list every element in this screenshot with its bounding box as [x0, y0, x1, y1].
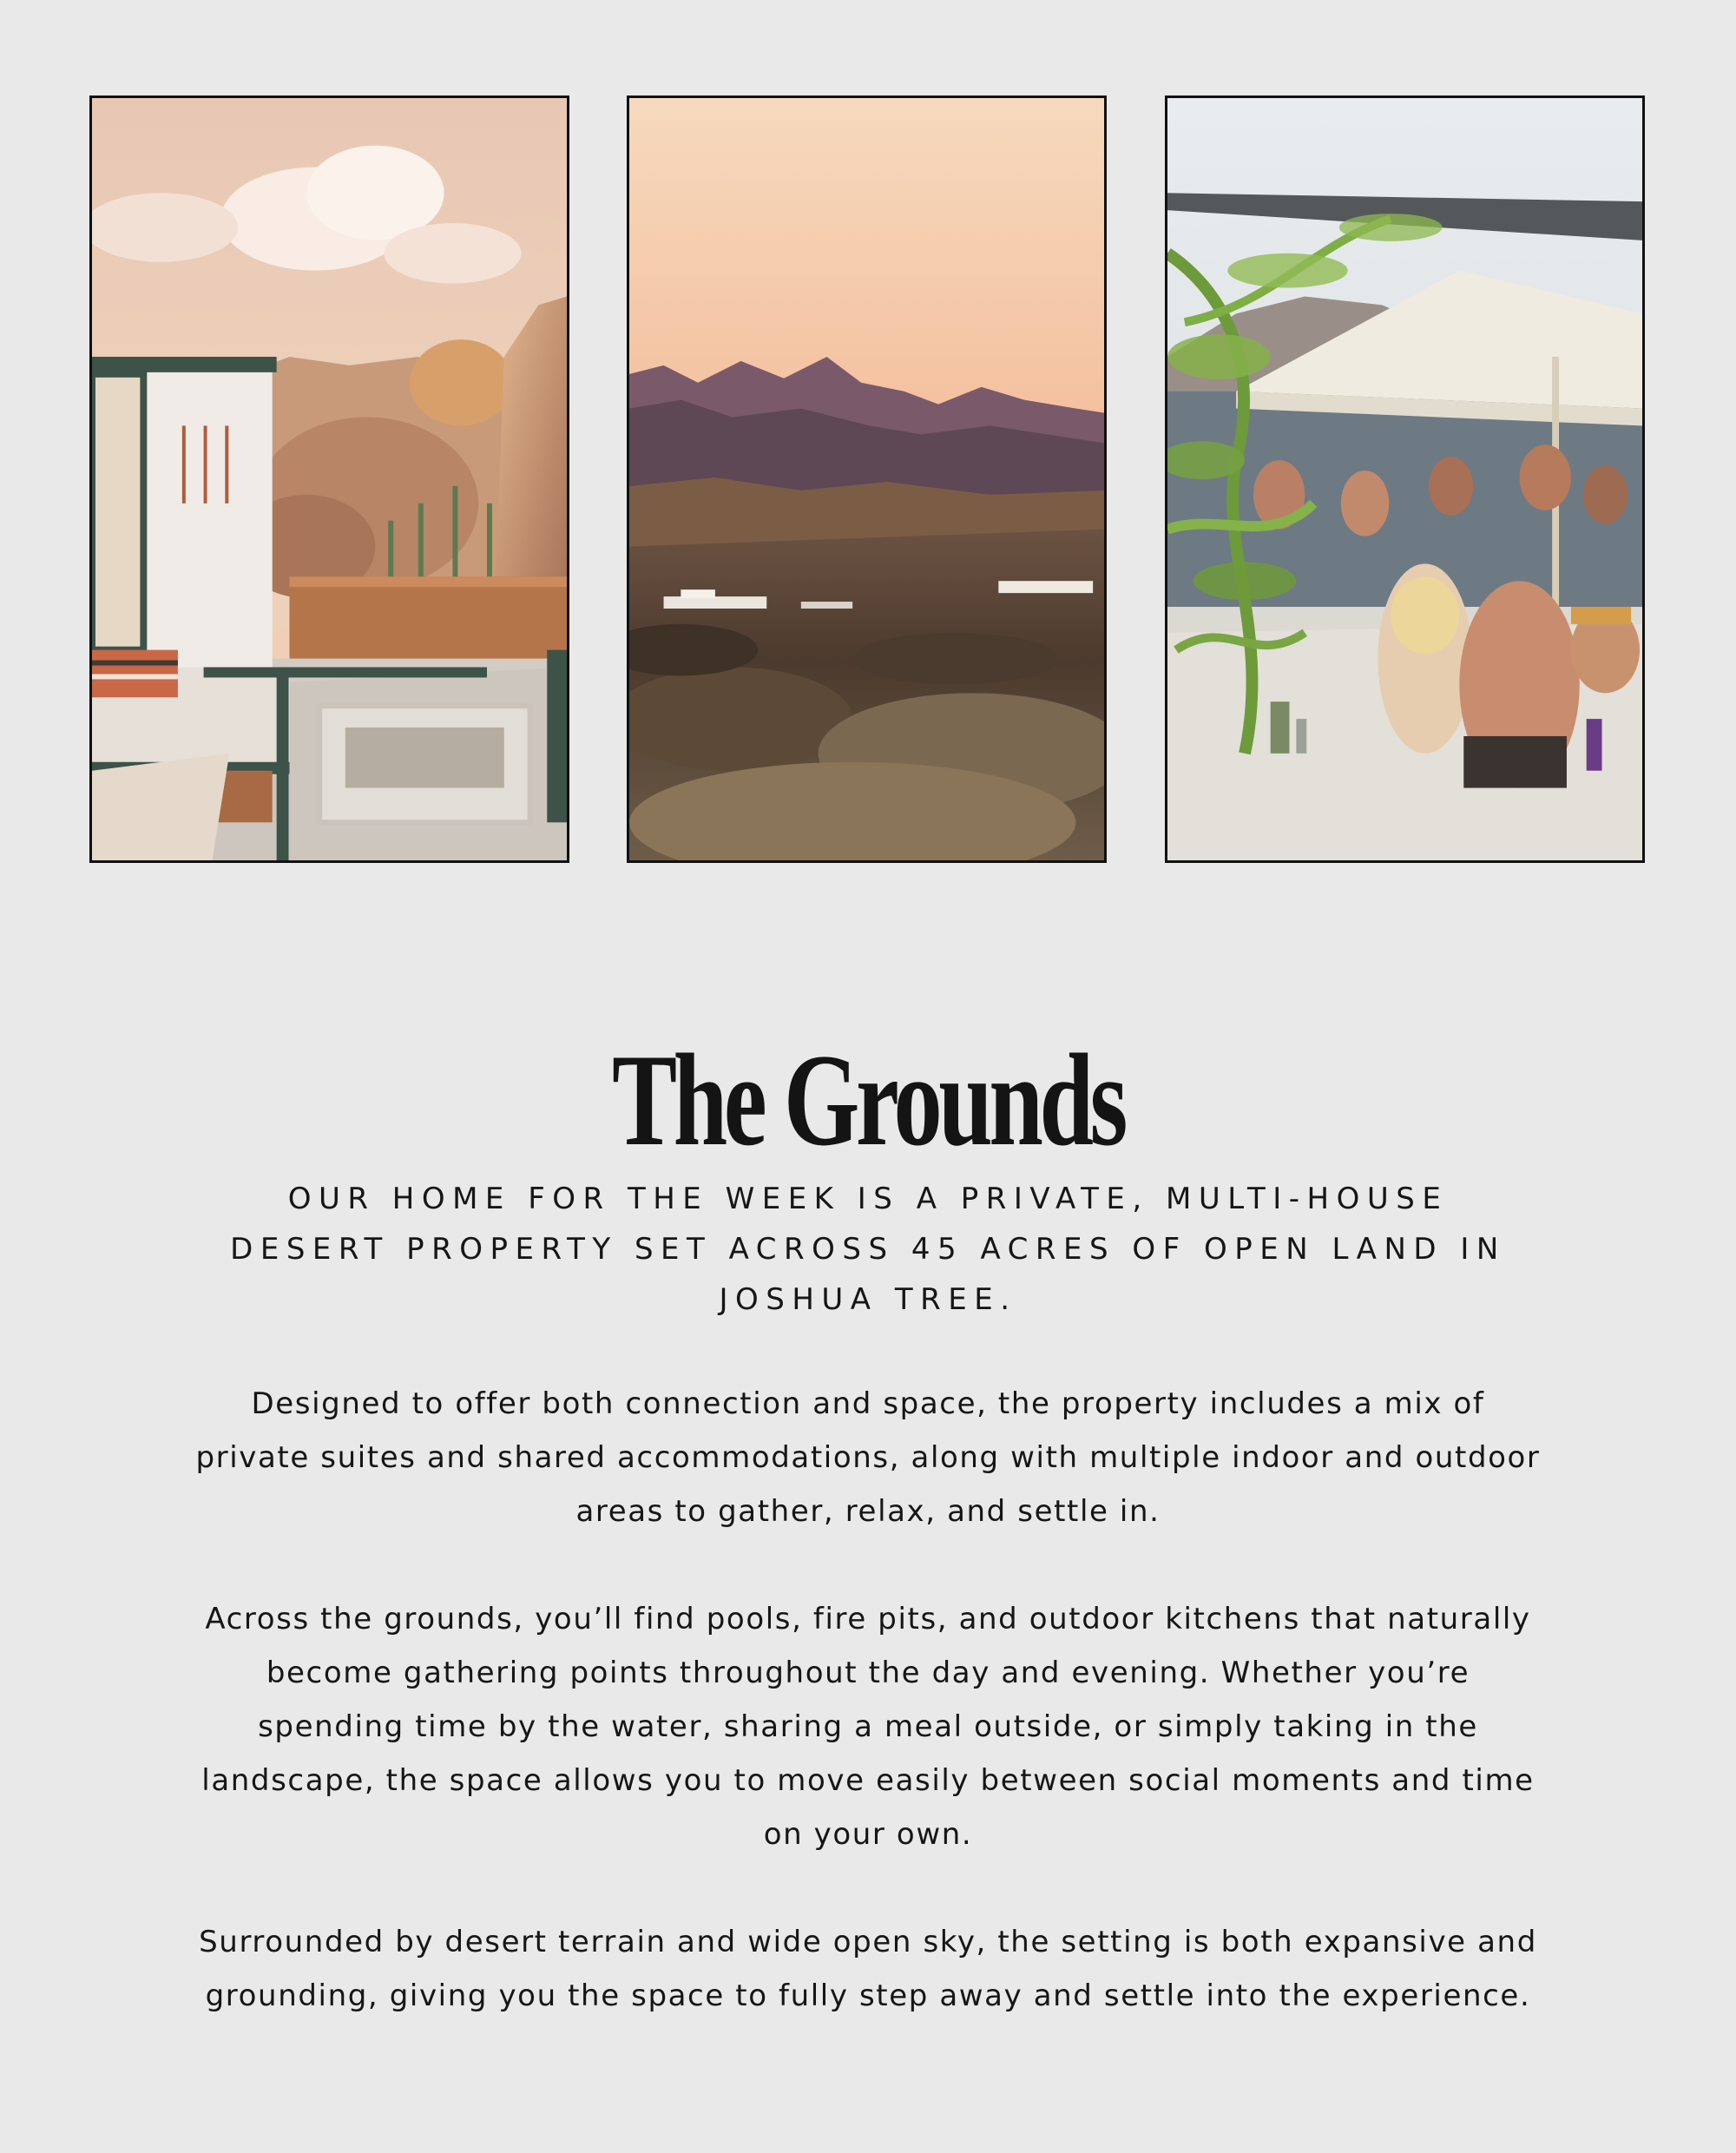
section-title: The Grounds — [612, 1026, 1124, 1173]
section-intro: OUR HOME FOR THE WEEK IS A PRIVATE, MULTI-HOUSE DESERT PROPERTY SET ACROSS 45 ACRES OF OPEN LAND IN JOSHUA TREE. — [230, 1182, 1506, 1317]
desert-mountain-illustration — [629, 98, 1104, 860]
patio-firepit-photo — [89, 95, 569, 863]
body-paragraph-accommodations: Designed to offer both connection and space, the property includes a mix of private suites and shared accommodations, along with multiple indoor and outdoor areas to gather, relax, and settle in. — [195, 1386, 1541, 1529]
body-paragraph-amenities: Across the grounds, you’ll find pools, fire pits, and outdoor kitchens that naturally become gathering points throughout the day and evening. Whether you’re spending time by the water, sharing a meal outside, or simply taking in the landscape, the space allows you to move easily between social moments and time on your own. — [201, 1602, 1535, 1852]
poolside-illustration — [1167, 98, 1642, 860]
patio-firepit-illustration — [92, 98, 567, 860]
body-paragraph-setting: Surrounded by desert terrain and wide open sky, the setting is both expansive and grounding, giving you the space to fully step away and settle into the experience. — [199, 1925, 1537, 2013]
poolside-gathering-photo — [1165, 95, 1645, 863]
desert-mountain-sunset-photo — [627, 95, 1107, 863]
